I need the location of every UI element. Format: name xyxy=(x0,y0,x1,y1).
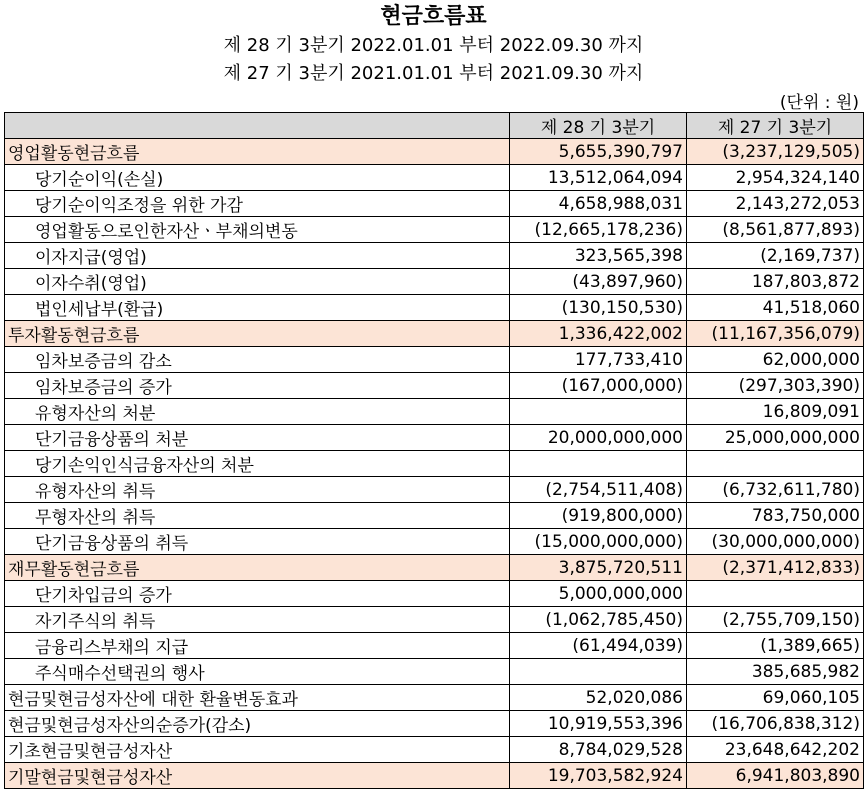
row-value-current: (61,494,039) xyxy=(510,633,687,659)
table-row xyxy=(5,321,864,347)
row-label: 이자지급(영업) xyxy=(5,243,510,269)
row-label: 당기순이익조정을 위한 가감 xyxy=(5,191,510,217)
row-label: 단기금융상품의 취득 xyxy=(5,529,510,555)
row-value-previous: 2,954,324,140 xyxy=(687,165,864,191)
row-label: 당기손익인식금융자산의 처분 xyxy=(5,451,510,477)
row-label: 금융리스부채의 지급 xyxy=(5,633,510,659)
row-value-previous: 25,000,000,000 xyxy=(687,425,864,451)
row-label: 당기순이익(손실) xyxy=(5,165,510,191)
row-label: 투자활동현금흐름 xyxy=(5,321,510,347)
report-header xyxy=(0,2,867,88)
row-label: 현금및현금성자산의순증가(감소) xyxy=(5,711,510,737)
row-value-current: 5,655,390,797 xyxy=(510,139,687,165)
row-value-current: 3,875,720,511 xyxy=(510,555,687,581)
row-label: 무형자산의 취득 xyxy=(5,503,510,529)
table-row xyxy=(5,373,864,399)
table-row xyxy=(5,477,864,503)
table-row xyxy=(5,555,864,581)
table-row xyxy=(5,243,864,269)
row-label: 법인세납부(환급) xyxy=(5,295,510,321)
row-value-current: 20,000,000,000 xyxy=(510,425,687,451)
row-value-previous: (297,303,390) xyxy=(687,373,864,399)
row-value-current: 10,919,553,396 xyxy=(510,711,687,737)
row-value-previous xyxy=(687,581,864,607)
table-row xyxy=(5,581,864,607)
row-value-current: 13,512,064,094 xyxy=(510,165,687,191)
row-value-previous: (8,561,877,893) xyxy=(687,217,864,243)
table-row xyxy=(5,607,864,633)
table-row xyxy=(5,217,864,243)
row-value-previous: 2,143,272,053 xyxy=(687,191,864,217)
row-value-previous: 41,518,060 xyxy=(687,295,864,321)
row-label: 이자수취(영업) xyxy=(5,269,510,295)
row-value-previous: 16,809,091 xyxy=(687,399,864,425)
row-value-previous: (11,167,356,079) xyxy=(687,321,864,347)
row-label: 영업활동현금흐름 xyxy=(5,139,510,165)
row-value-previous: (16,706,838,312) xyxy=(687,711,864,737)
row-value-previous: 187,803,872 xyxy=(687,269,864,295)
row-value-current: 177,733,410 xyxy=(510,347,687,373)
table-row xyxy=(5,659,864,685)
row-label: 기말현금및현금성자산 xyxy=(5,763,510,789)
row-value-current xyxy=(510,451,687,477)
cash-flow-table xyxy=(4,112,864,789)
row-value-current: (15,000,000,000) xyxy=(510,529,687,555)
column-header-current: 제 28 기 3분기 xyxy=(510,113,687,139)
row-value-current: 19,703,582,924 xyxy=(510,763,687,789)
row-value-previous: 69,060,105 xyxy=(687,685,864,711)
row-value-previous: 783,750,000 xyxy=(687,503,864,529)
row-value-current: 52,020,086 xyxy=(510,685,687,711)
row-label: 임차보증금의 감소 xyxy=(5,347,510,373)
row-value-previous: (2,169,737) xyxy=(687,243,864,269)
table-row xyxy=(5,425,864,451)
table-row xyxy=(5,529,864,555)
row-label: 단기금융상품의 처분 xyxy=(5,425,510,451)
row-value-current: (1,062,785,450) xyxy=(510,607,687,633)
row-value-current: (43,897,960) xyxy=(510,269,687,295)
row-value-previous: (6,732,611,780) xyxy=(687,477,864,503)
row-value-current: (130,150,530) xyxy=(510,295,687,321)
row-value-current: (2,754,511,408) xyxy=(510,477,687,503)
table-row xyxy=(5,711,864,737)
table-body xyxy=(5,139,864,789)
row-value-previous: 62,000,000 xyxy=(687,347,864,373)
table-row xyxy=(5,165,864,191)
row-value-current xyxy=(510,659,687,685)
row-value-current: 8,784,029,528 xyxy=(510,737,687,763)
table-row xyxy=(5,295,864,321)
row-value-previous: (2,371,412,833) xyxy=(687,555,864,581)
row-value-previous: (30,000,000,000) xyxy=(687,529,864,555)
table-row xyxy=(5,347,864,373)
table-row xyxy=(5,191,864,217)
row-value-current: (12,665,178,236) xyxy=(510,217,687,243)
row-value-current: 323,565,398 xyxy=(510,243,687,269)
row-label: 단기차입금의 증가 xyxy=(5,581,510,607)
table-row xyxy=(5,763,864,789)
row-value-previous: 23,648,642,202 xyxy=(687,737,864,763)
row-label: 재무활동현금흐름 xyxy=(5,555,510,581)
row-value-previous: (2,755,709,150) xyxy=(687,607,864,633)
row-label: 유형자산의 처분 xyxy=(5,399,510,425)
table-row xyxy=(5,269,864,295)
row-label: 주식매수선택권의 행사 xyxy=(5,659,510,685)
period-current: 제 28 기 3분기 2022.01.01 부터 2022.09.30 까지 xyxy=(223,35,644,56)
table-row xyxy=(5,139,864,165)
row-value-previous: 385,685,982 xyxy=(687,659,864,685)
row-value-current xyxy=(510,399,687,425)
table-header-row xyxy=(5,113,864,139)
table-row xyxy=(5,737,864,763)
column-header-previous: 제 27 기 3분기 xyxy=(687,113,864,139)
row-label: 기초현금및현금성자산 xyxy=(5,737,510,763)
row-value-previous: (3,237,129,505) xyxy=(687,139,864,165)
table-row xyxy=(5,451,864,477)
row-value-previous: 6,941,803,890 xyxy=(687,763,864,789)
unit-label: (단위 : 원) xyxy=(779,93,859,113)
row-value-current: 5,000,000,000 xyxy=(510,581,687,607)
row-label: 임차보증금의 증가 xyxy=(5,373,510,399)
period-previous: 제 27 기 3분기 2021.01.01 부터 2021.09.30 까지 xyxy=(223,63,644,84)
column-header-label xyxy=(5,113,510,139)
row-label: 유형자산의 취득 xyxy=(5,477,510,503)
table-row xyxy=(5,503,864,529)
row-value-current: 1,336,422,002 xyxy=(510,321,687,347)
report-title: 현금흐름표 xyxy=(380,4,487,29)
table-row xyxy=(5,399,864,425)
row-value-previous xyxy=(687,451,864,477)
row-label: 현금및현금성자산에 대한 환율변동효과 xyxy=(5,685,510,711)
table-row xyxy=(5,685,864,711)
table-row xyxy=(5,633,864,659)
row-value-current: 4,658,988,031 xyxy=(510,191,687,217)
row-value-previous: (1,389,665) xyxy=(687,633,864,659)
row-label: 영업활동으로인한자산ㆍ부채의변동 xyxy=(5,217,510,243)
row-value-current: (919,800,000) xyxy=(510,503,687,529)
row-value-current: (167,000,000) xyxy=(510,373,687,399)
row-label: 자기주식의 취득 xyxy=(5,607,510,633)
